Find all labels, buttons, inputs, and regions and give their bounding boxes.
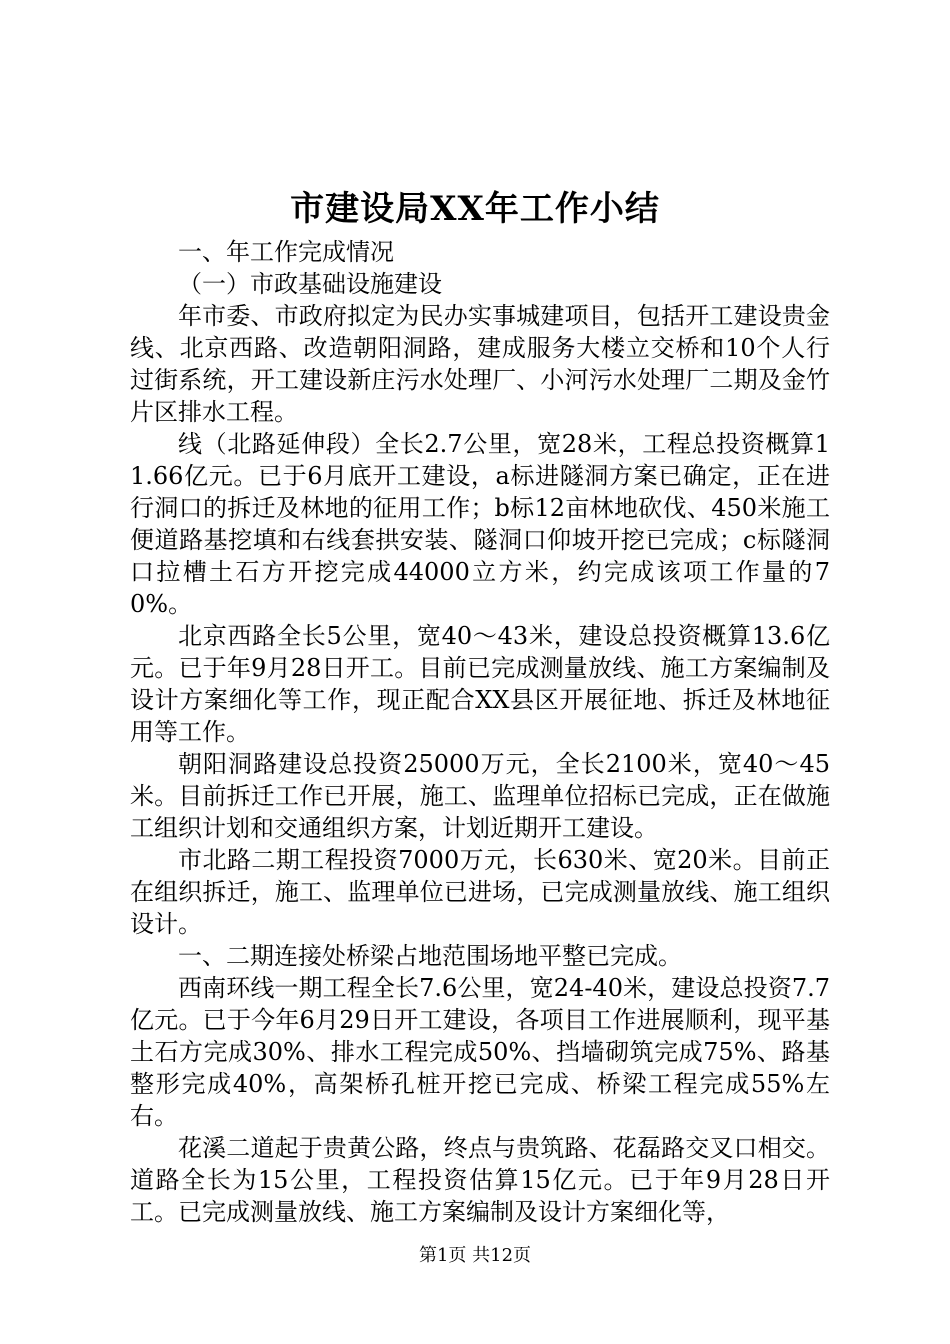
document-body [130,236,830,1228]
paragraph: 年市委、市政府拟定为民办实事城建项目，包括开工建设贵金线、北京西路、改造朝阳洞路，建成服务大楼立交桥和10个人行过街系统，开工建设新庄污水处理厂、小河污水处理厂二期及金竹片区排水工程。 [130,302,830,426]
paragraph: 市北路二期工程投资7000万元，长630米、宽20米。目前正在组织拆迁，施工、监理单位已进场，已完成测量放线、施工组织设计。 [130,846,830,938]
page-number-footer: 第1页 共12页 [418,1245,532,1266]
section-heading: 一、年工作完成情况 [178,238,394,266]
page-title: 市建设局XX年工作小结 [290,189,660,229]
paragraph: 一、二期连接处桥梁占地范围场地平整已完成。 [178,942,682,970]
paragraph: 北京西路全长5公里，宽40～43米，建设总投资概算13.6亿元。已于年9月28日开工。目前已完成测量放线、施工方案编制及设计方案细化等工作，现正配合XX县区开展征地、拆迁及林地征用等工作。 [130,622,830,746]
paragraph: 西南环线一期工程全长7.6公里，宽24-40米，建设总投资7.7亿元。已于今年6月29日开工建设，各项目工作进展顺利，现平基土石方完成30%、排水工程完成50%、挡墙砌筑完成75%、路基整形完成40%，高架桥孔桩开挖已完成、桥梁工程完成55%左右。 [130,974,830,1130]
subsection-heading: （一）市政基础设施建设 [178,270,442,298]
paragraph: 线（北路延伸段）全长2.7公里，宽28米，工程总投资概算11.66亿元。已于6月底开工建设，a标进隧洞方案已确定，正在进行洞口的拆迁及林地的征用工作；b标12亩林地砍伐、450米施工便道路基挖填和右线套拱安装、隧洞口仰坡开挖已完成；c标隧洞口拉槽土石方开挖完成44000立方米，约完成该项工作量的70%。 [130,430,830,618]
paragraph: 花溪二道起于贵黄公路，终点与贵筑路、花磊路交叉口相交。道路全长为15公里，工程投资估算15亿元。已于年9月28日开工。已完成测量放线、施工方案编制及设计方案细化等， [130,1134,830,1226]
paragraph: 朝阳洞路建设总投资25000万元，全长2100米，宽40～45米。目前拆迁工作已开展，施工、监理单位招标已完成，正在做施工组织计划和交通组织方案，计划近期开工建设。 [130,750,830,842]
